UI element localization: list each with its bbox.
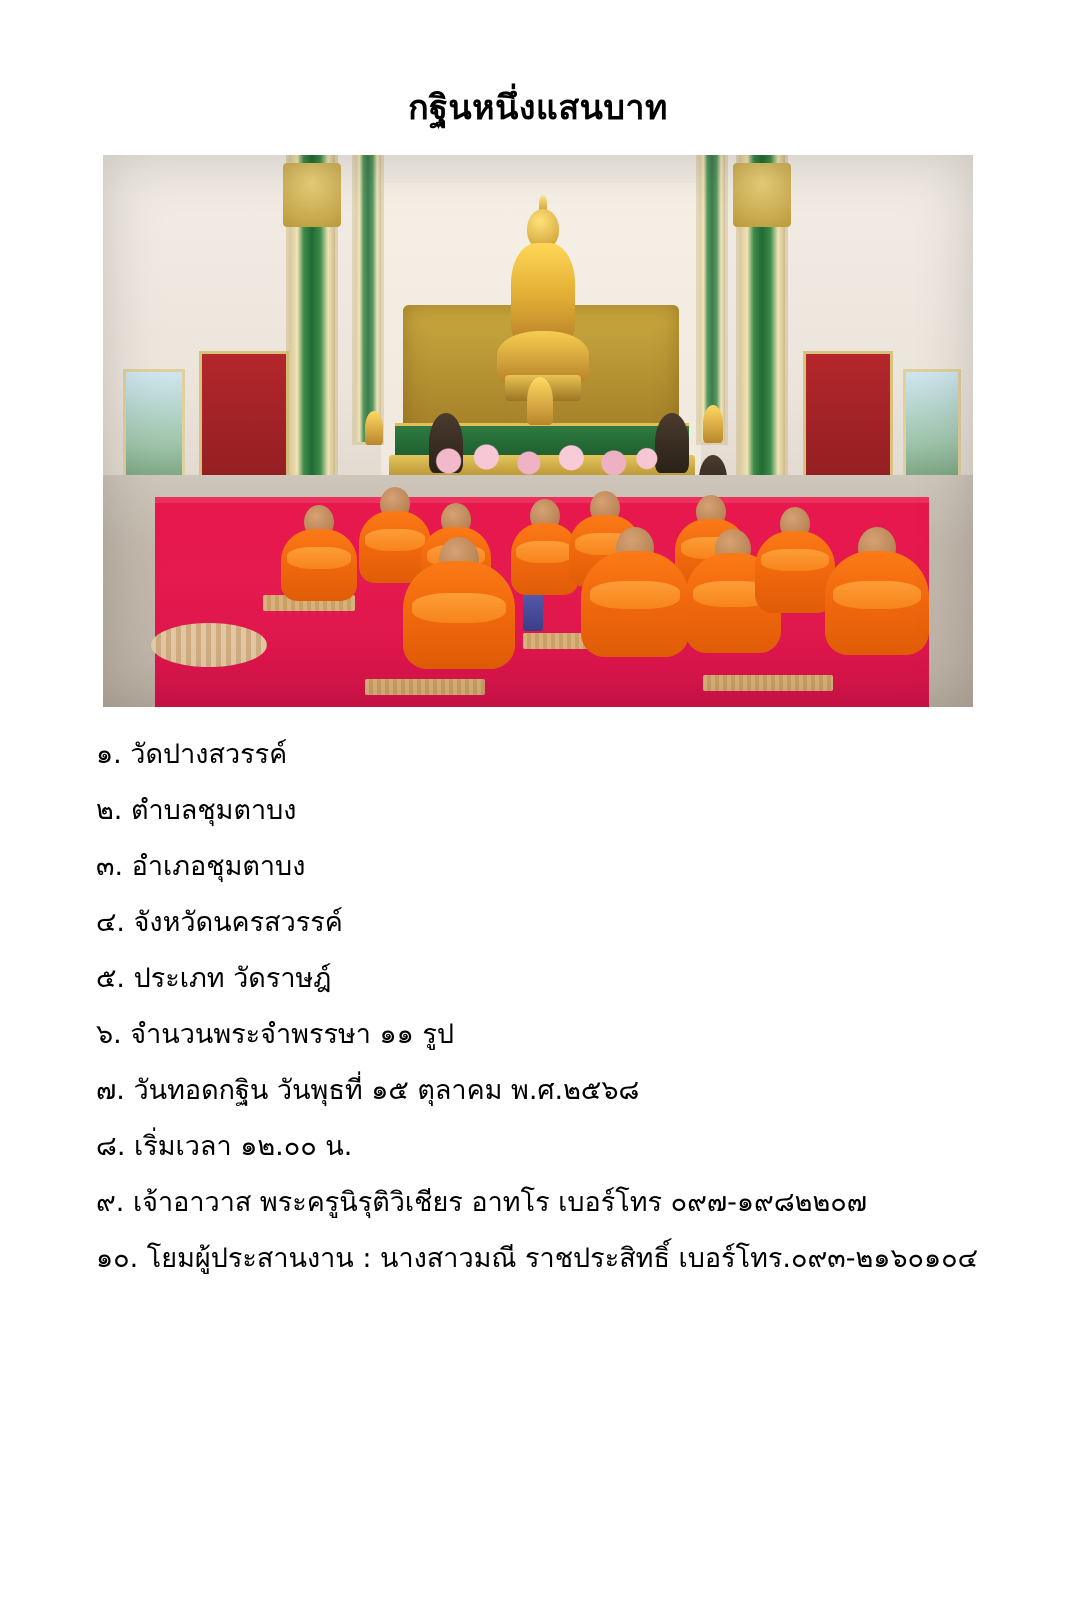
photo-hall-background [103,155,973,707]
photo-monk-1 [281,505,357,615]
list-item: ๖. จำนวนพระจำพรรษา ๑๑ รูป [96,1018,454,1050]
photo-small-buddha-3 [365,411,383,445]
photo-monk-shoulder [287,547,351,569]
photo-monk-8 [581,527,689,677]
list-item: ๑. วัดปางสวรรค์ [96,738,288,770]
photo-pillar-cap-right [733,163,791,227]
list-item: ๕. ประเภท วัดราษฎ์ [96,962,332,994]
temple-info-list [0,738,1076,1274]
list-item: ๓. อำเภอชุมตาบง [96,850,306,882]
photo-monk-shoulder [833,581,920,609]
list-item: ๘. เริ่มเวลา ๑๒.๐๐ น. [96,1130,353,1162]
photo-pillar-inner-left [355,155,381,442]
photo-pillar-inner-right [699,155,725,442]
photo-monk-shoulder [516,541,573,563]
list-item: ๒. ตำบลชุมตาบง [96,794,297,826]
photo-monk-7 [403,537,515,687]
photo-small-buddha-2 [703,405,723,443]
page-title: กฐินหนึ่งแสนบาท [408,88,668,128]
photo-monk-robe [755,531,835,613]
temple-photo [103,155,973,707]
photo-monk-shoulder [590,581,681,609]
photo-monk-11 [825,527,929,673]
photo-monk-10 [755,507,835,623]
photo-pillar-cap-left [283,163,341,227]
photo-small-buddha-1 [527,377,553,425]
photo-main-buddha-statue [495,209,591,399]
photo-buddha-body [511,243,575,343]
list-item: ๙. เจ้าอาวาส พระครูนิรุติวิเชียร อาทโร เบอร์โทร ๐๙๗-๑๙๘๒๒๐๗ [96,1186,868,1218]
photo-monk-shoulder [761,549,828,571]
photo-round-mat [151,623,267,667]
photo-monk-shoulder [412,593,506,623]
list-item: ๗. วันทอดกฐิน วันพุธที่ ๑๕ ตุลาคม พ.ศ.๒๕๖๘ [96,1074,640,1106]
photo-mat-4 [703,675,833,691]
list-item: ๑๐. โยมผู้ประสานงาน : นางสาวมณี ราชประสิทธิ์ เบอร์โทร.๐๙๓-๒๑๖๐๑๐๔ [96,1242,979,1274]
document-page [0,88,1076,1610]
list-item: ๔. จังหวัดนครสวรรค์ [96,906,343,938]
